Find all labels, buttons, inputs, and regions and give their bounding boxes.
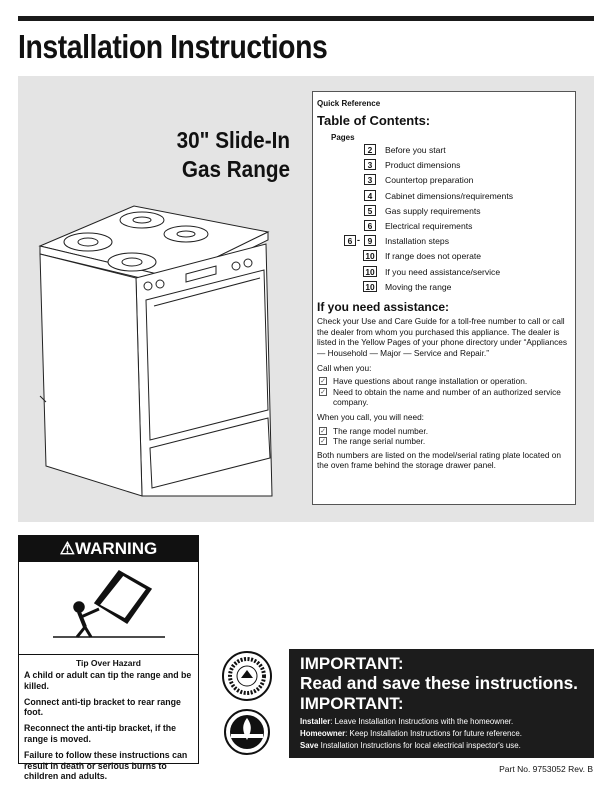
important-subheading: Read and save these instructions.	[300, 673, 578, 693]
important-role: Save	[300, 741, 319, 750]
toc-row[interactable]	[317, 280, 571, 295]
warning-line: A child or adult can tip the range and be killed.	[24, 670, 192, 691]
page-number-from: 6	[344, 235, 356, 246]
checkbox-icon: ✓	[320, 388, 326, 396]
toc-item-label: Cabinet dimensions/requirements	[385, 190, 514, 201]
important-heading: IMPORTANT:	[300, 654, 404, 673]
toc-row[interactable]	[317, 204, 571, 219]
page-number: 2	[364, 144, 376, 155]
toc-item-label: If range does not operate	[385, 251, 482, 262]
toc-row[interactable]	[317, 249, 571, 264]
important-line-text: Installation Instructions for local electrical inspector's use.	[318, 741, 521, 750]
toc-item-label: Before you start	[385, 145, 446, 155]
hazard-title: Tip Over Hazard	[75, 658, 142, 668]
important-line-text: : Keep Installation Instructions for future reference.	[345, 729, 522, 738]
warning-line: Failure to follow these instructions can result in death or serious burns to children and adults.	[24, 749, 188, 782]
toc-item-label: Gas supply requirements	[385, 205, 481, 216]
call-when-label: Call when you:	[317, 362, 372, 373]
product-title-line2: Gas Range	[181, 156, 290, 182]
checklist-text: The range model number.	[333, 425, 429, 436]
page-range-dash: -	[357, 235, 360, 246]
table-of-contents	[312, 91, 576, 505]
important-heading-2: IMPORTANT:	[300, 694, 404, 713]
product-title	[139, 126, 290, 184]
important-role: Installer	[300, 717, 331, 726]
toc-item-label: Countertop preparation	[385, 175, 474, 186]
toc-item-label: If you need assistance/service	[385, 266, 501, 277]
top-rule	[18, 16, 594, 21]
pages-label: Pages	[331, 133, 355, 142]
important-line-text: : Leave Installation Instructions with the homeowner.	[330, 717, 514, 726]
page-number: 10	[363, 266, 377, 277]
product-title-line1: 30" Slide-In	[176, 127, 290, 153]
toc-row[interactable]	[317, 173, 571, 188]
toc-item-label: Electrical requirements	[385, 220, 473, 231]
page-number: 5	[364, 205, 376, 216]
assistance-intro: Check your Use and Care Guide for a toll-free number to call or call the dealer from whom you purchased this appliance. The dealer is listed in the Yellow Pages of your phone directory under “Appliances — Household — Major — Service and Repair.”	[317, 315, 567, 358]
important-line	[300, 728, 594, 740]
toc-item-label: Installation steps	[385, 236, 450, 247]
toc-row[interactable]	[317, 189, 571, 204]
checkbox-icon: ✓	[320, 378, 326, 386]
warning-line: Connect anti-tip bracket to rear range foot.	[24, 696, 181, 718]
toc-row[interactable]	[317, 265, 571, 280]
important-line	[300, 740, 594, 752]
toc-item-label: Moving the range	[385, 281, 452, 292]
toc-row[interactable]	[317, 143, 571, 158]
page-number: 4	[364, 190, 376, 201]
checklist-item	[317, 426, 571, 437]
warning-line: Reconnect the anti-tip bracket, if the range is moved.	[24, 723, 177, 744]
warning-header: ⚠WARNING	[19, 536, 198, 562]
toc-row[interactable]	[317, 219, 571, 234]
when-call-label: When you call, you will need:	[317, 411, 424, 422]
checklist-text: Need to obtain the name and number of an authorized service company.	[333, 386, 561, 408]
checkbox-icon: ✓	[320, 438, 326, 446]
assistance-footer: Both numbers are listed on the model/serial rating plate located on the oven frame behind the storage drawer panel.	[317, 449, 561, 471]
tip-over-hazard-icon	[19, 563, 198, 653]
page-number-to: 9	[364, 235, 376, 246]
checkbox-icon: ✓	[320, 427, 326, 435]
page-number: 6	[364, 220, 376, 231]
page-number: 10	[363, 281, 377, 292]
toc-item-label: Product dimensions	[385, 160, 461, 171]
certification-seal-icon	[221, 650, 273, 702]
range-illustration	[36, 196, 288, 500]
page-number: 3	[364, 174, 376, 185]
part-number: Part No. 9753052 Rev. B	[499, 764, 593, 774]
page-number: 3	[364, 159, 376, 170]
important-role: Homeowner	[300, 729, 346, 738]
assistance-title: If you need assistance:	[317, 299, 450, 314]
page-title: Installation Instructions	[18, 28, 328, 65]
approval-seal-icon	[223, 708, 271, 760]
checklist-text: The range serial number.	[333, 436, 426, 447]
warning-box	[18, 535, 199, 782]
checklist-text: Have questions about range installation or operation.	[333, 376, 528, 387]
quick-reference-label: Quick Reference	[317, 99, 381, 108]
toc-title: Table of Contents:	[317, 113, 431, 128]
page-number: 10	[363, 250, 377, 261]
warning-divider	[19, 654, 198, 655]
checklist-item	[317, 387, 571, 408]
checklist-item	[317, 376, 571, 387]
toc-row[interactable]	[317, 234, 571, 249]
toc-row[interactable]	[317, 158, 571, 173]
warning-text	[24, 670, 196, 787]
checklist-item	[317, 436, 571, 447]
important-line	[300, 716, 594, 728]
important-box	[289, 649, 594, 758]
